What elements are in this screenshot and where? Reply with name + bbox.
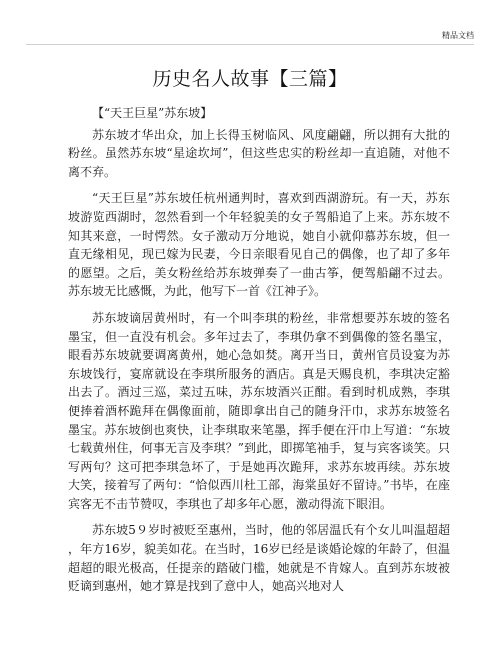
paragraph-1: 苏东坡才华出众，加上长得玉树临风、风度翩翩，所以拥有大批的粉丝。虽然苏东坡“星途坎坷”，但这些忠实的粉丝却一直追随，对他不离不弃。: [68, 127, 450, 179]
paragraph-2: “天王巨星”苏东坡任杭州通判时，喜欢到西湖游玩。有一天，苏东坡游览西湖时，忽然看到一个年轻貌美的女子驾船追了上来。苏东坡不知其来意，一时愕然。女子激动万分地说，她自小就仰慕苏东坡，但一直无缘相见，现已嫁为民妻，今日亲眼看见自己的偶像，也了却了多年的愿望。之后，美女粉丝给苏东坡弹奏了一曲古筝，便驾船翩不过去。苏东坡无比感慨，为此，他写下一首《江神子》。: [68, 191, 450, 299]
section-heading: 【“天王巨星”苏东坡】: [92, 106, 213, 120]
header-label: 精品文档: [442, 31, 474, 40]
paragraph-4: 苏东坡5９岁时被贬至惠州，当时，他的邻居温氏有个女儿叫温超超，年方16岁，貌美如花。在当时，16岁已经是谈婚论嫁的年龄了，但温超超的眼光极高，任提亲的踏破门槛，她就是不肯嫁人。直到苏东坡被贬谪到惠州，她才算是找到了意中人，她高兴地对人: [68, 523, 450, 594]
document-title: 历史名人故事【三篇】: [152, 68, 348, 90]
header-divider: [26, 44, 474, 45]
document-body: [68, 104, 450, 604]
paragraph-3: 苏东坡谪居黄州时，有一个叫李琪的粉丝，非常想要苏东坡的签名墨宝，但一直没有机会。多年过去了，李琪仍拿不到偶像的签名墨宝，眼看苏东坡就要调离黄州，她心急如焚。离开当日，黄州官员设宴为苏东坡饯行，宴席就设在李琪所服务的酒店。真是天赐良机，李琪决定豁出去了。酒过三巡，菜过五味，苏东坡酒兴正酣。看到时机成熟，李琪便捧着酒杯跪拜在偶像面前，随即拿出自己的随身汗巾，求苏东坡签名墨宝。苏东坡倒也爽快，让李琪取来笔墨，挥手便在汗巾上写道：“东坡七载黄州住，何事无言及李琪？”到此，即掷笔袖手，复与宾客谈笑。只写两句？这可把李琪急坏了，于是她再次跪拜，求苏东坡再续。苏东坡大笑，接着写了两句：“恰似西川杜工部，海棠虽好不留诗。”书毕，在座宾客无不击节赞叹，李琪也了却多年心愿，激动得流下眼泪。: [68, 310, 450, 511]
